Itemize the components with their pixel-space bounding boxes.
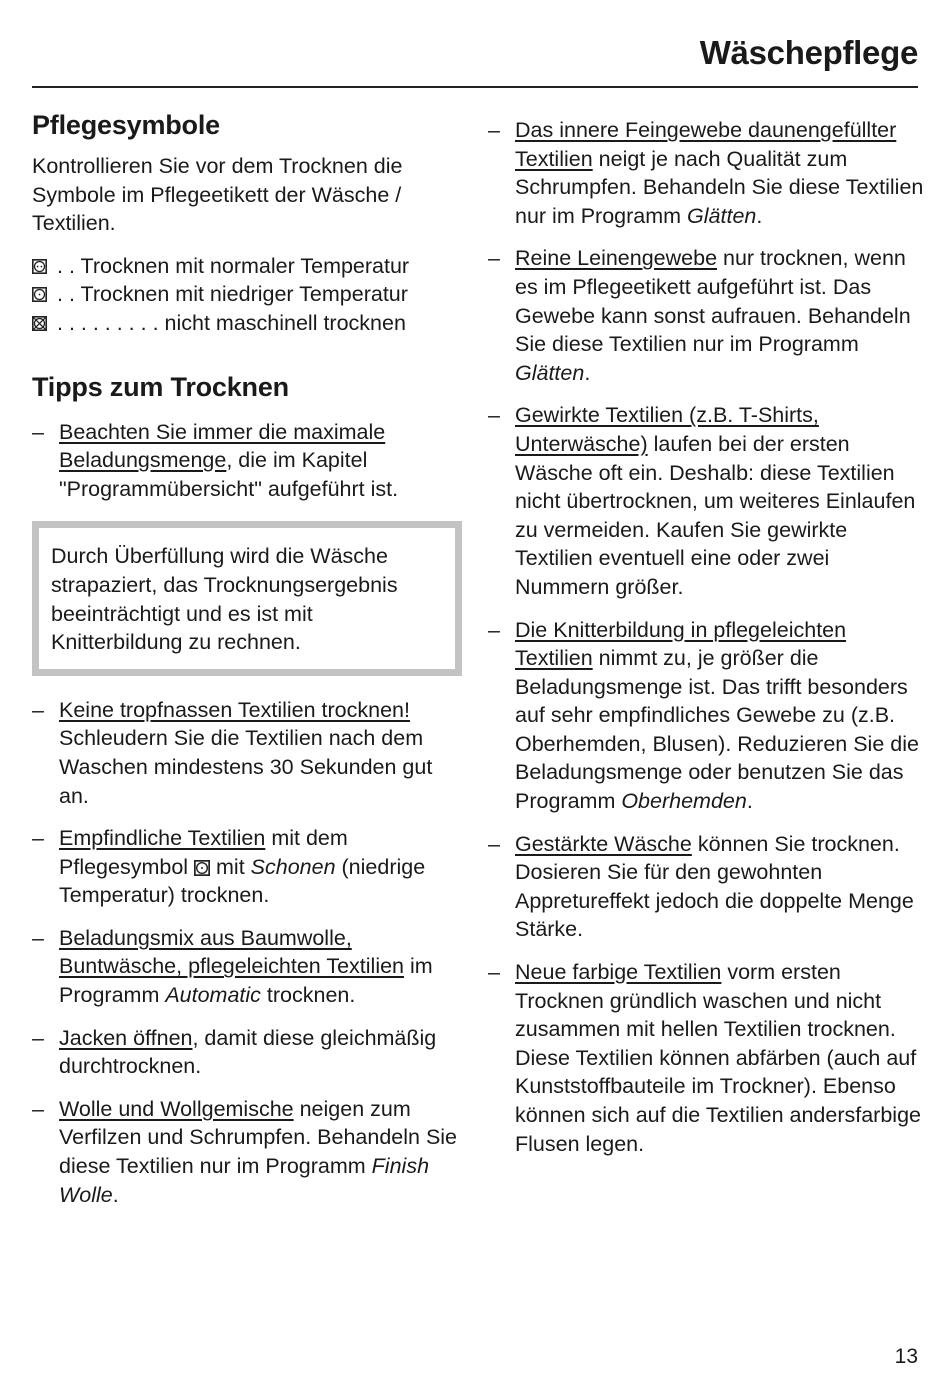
list-dash: – — [32, 1096, 44, 1121]
list-item — [32, 824, 462, 910]
right-column — [488, 116, 928, 1172]
tip-text: Das innere Feingewebe daunengefüllter Textilien neigt je nach Qualität zum Schrumpfen. Behandeln Sie diese Textilien nur im Programm Glätten. — [515, 118, 924, 228]
list-item — [488, 830, 928, 944]
list-dash: – — [32, 419, 44, 444]
list-dash: – — [488, 617, 500, 642]
tip-text: Beachten Sie immer die maximale Beladungsmenge, die im Kapitel "Programmübersicht" aufgeführt ist. — [59, 419, 399, 501]
list-item — [32, 696, 462, 810]
intro-paragraph: Kontrollieren Sie vor dem Trocknen die Symbole im Pflegeetikett der Wäsche / Textilien. — [32, 154, 403, 236]
list-item — [32, 418, 462, 504]
tumble-dry-low-icon — [194, 860, 210, 876]
care-symbol-label: . . Trocknen mit niedriger Temperatur — [57, 282, 408, 307]
list-item — [488, 958, 928, 1158]
list-item — [488, 401, 928, 601]
page-title: Wäschepflege — [699, 34, 918, 71]
tumble-dry-normal-icon — [32, 259, 47, 274]
left-column — [32, 108, 462, 1223]
care-symbol-label: . . Trocknen mit normaler Temperatur — [57, 253, 410, 278]
tumble-dry-low-icon — [32, 287, 47, 302]
tip-text: Jacken öffnen, damit diese gleichmäßig durchtrocknen. — [59, 1025, 437, 1079]
tip-text: Neue farbige Textilien vorm ersten Trocknen gründlich waschen und nicht zusammen mit hellen Textilien trocknen. Diese Textilien können abfärben (auch auf Kunststoffbauteile im Trockner). Ebenso können sich auf die Textilien andersfarbige Flusen legen. — [515, 960, 921, 1156]
list-dash: – — [32, 925, 44, 950]
tip-text: Gestärkte Wäsche können Sie trocknen. Dosieren Sie für den gewohnten Appretureffekt jedoch die doppelte Menge Stärke. — [515, 831, 914, 942]
list-dash: – — [488, 118, 500, 142]
list-item — [488, 244, 928, 387]
list-dash: – — [488, 403, 500, 428]
list-item — [32, 1095, 462, 1209]
section-title-care-symbols: Pflegesymbole — [32, 110, 220, 140]
list-item — [488, 116, 928, 230]
tip-text: Keine tropfnassen Textilien trocknen! Schleudern Sie die Textilien nach dem Waschen mindestens 30 Sekunden gut an. — [59, 697, 433, 808]
list-item — [488, 616, 928, 816]
tip-text: Gewirkte Textilien (z.B. T-Shirts, Unterwäsche) laufen bei der ersten Wäsche oft ein. Deshalb: diese Textilien nicht übertrocknen, um weiteres Einlaufen zu vermeiden. Kaufen Sie gewirkte Textilien eventuell eine oder zwei Nummern größer. — [515, 403, 916, 599]
list-dash: – — [32, 1025, 44, 1050]
page-number: 13 — [894, 1345, 918, 1368]
tip-text: Beladungsmix aus Baumwolle, Buntwäsche, pflegeleichten Textilien im Programm Automatic trocknen. — [59, 925, 433, 1008]
tip-text: Wolle und Wollgemische neigen zum Verfilzen und Schrumpfen. Behandeln Sie diese Textilien nur im Programm Finish Wolle. — [59, 1096, 458, 1207]
care-symbol-row — [32, 252, 462, 281]
care-symbol-row — [32, 309, 462, 338]
list-dash: – — [488, 960, 500, 985]
list-item — [32, 1024, 462, 1081]
care-symbol-list — [32, 252, 462, 338]
header-divider — [32, 86, 918, 88]
list-dash: – — [32, 697, 44, 722]
tip-text: Reine Leinengewebe nur trocknen, wenn es im Pflegeetikett aufgeführt ist. Das Gewebe kann sonst aufrauen. Behandeln Sie diese Textilien nur im Programm Glätten. — [515, 246, 911, 385]
section-title-drying-tips: Tipps zum Trocknen — [32, 371, 289, 402]
tips-list-left — [32, 418, 462, 1210]
list-dash: – — [488, 246, 500, 271]
notice-box: Durch Überfüllung wird die Wäsche strapaziert, das Trocknungsergebnis beeinträchtigt und es ist mit Knitterbildung zu rechnen. — [32, 521, 462, 675]
list-item — [32, 924, 462, 1010]
tip-text: Die Knitterbildung in pflegeleichten Textilien nimmt zu, je größer die Beladungsmenge ist. Das trifft besonders auf sehr empfindliches Gewebe zu (z.B. Oberhemden, Blusen). Reduzieren Sie die Beladungsmenge oder benutzen Sie das Programm Oberhemden. — [515, 617, 919, 814]
list-dash: – — [488, 831, 500, 856]
list-dash: – — [32, 826, 44, 851]
care-symbol-row — [32, 280, 462, 309]
do-not-tumble-dry-icon — [32, 316, 47, 331]
care-symbol-label: . . . . . . . . . nicht maschinell trocknen — [57, 310, 406, 335]
tip-text: Empfindliche Textilien mit dem Pflegesymbol mit Schonen (niedrige Temperatur) trocknen. — [59, 826, 426, 908]
